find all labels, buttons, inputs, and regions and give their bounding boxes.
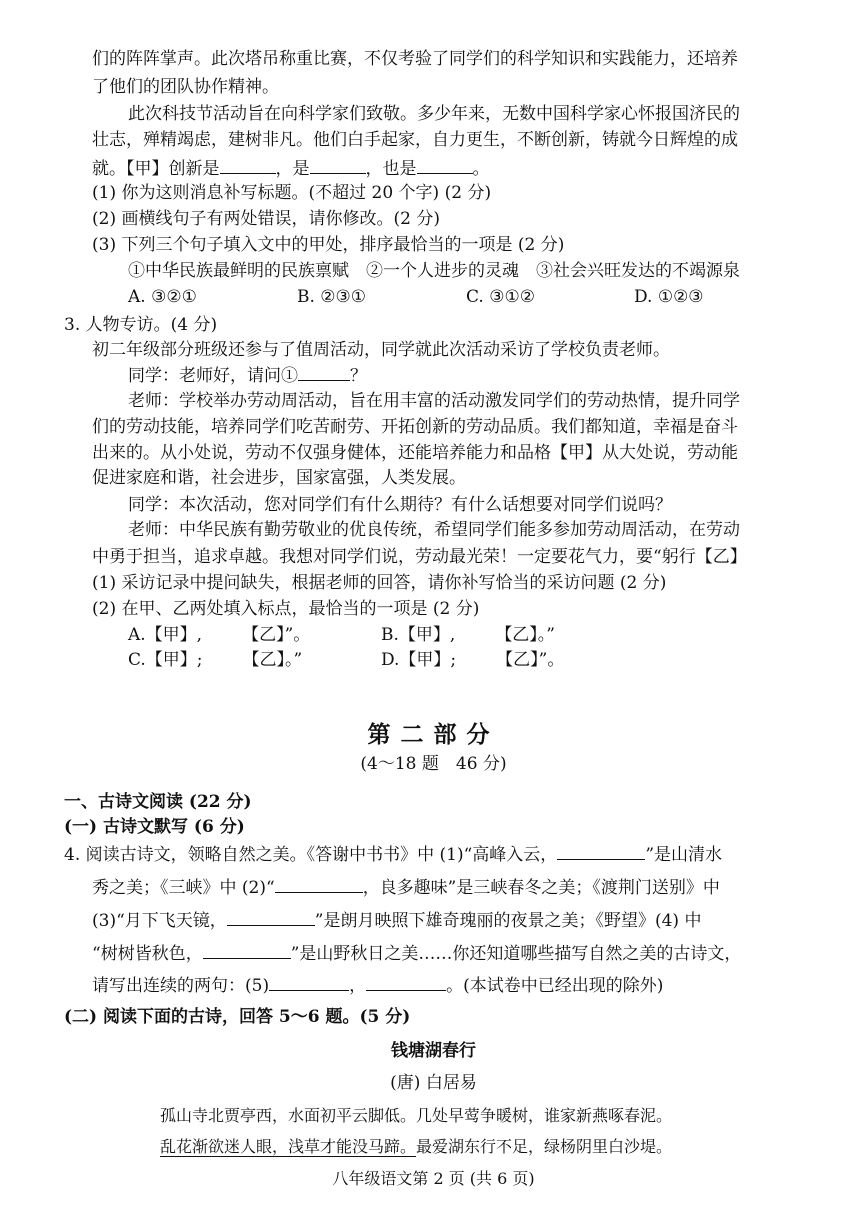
fill-blank[interactable] (227, 908, 315, 926)
poem-author: (唐) 白居易 (390, 1073, 477, 1093)
text-line: 同学：本次活动，您对同学们有什么期待？有什么话想要对同学们说吗？ (128, 495, 672, 515)
choice-a: A.【甲】, 【乙】”。 (128, 625, 311, 645)
q4-line: (3)“月下飞天镜， ”是朗月映照下雄奇瑰丽的夜景之美；《野望》(4) 中 (92, 908, 701, 933)
text-line: 老师：中华民族有勤劳敬业的优良传统，希望同学们能多参加劳动周活动，在劳动 (128, 520, 740, 540)
text-line: 们的阵阵掌声。此次塔吊称重比赛，不仅考验了同学们的科学知识和实践能力，还培养 (92, 49, 738, 69)
fill-blank[interactable] (557, 842, 645, 860)
choice-b: B.【甲】, 【乙】。” (381, 625, 556, 645)
underlined-sentence: 乱花渐欲迷人眼，浅草才能没马蹄。 (160, 1137, 417, 1156)
question-item: (2) 画横线句子有两处错误，请你修改。(2 分) (92, 209, 440, 229)
text-line: 出来的。从小处说，劳动不仅强身健体，还能培养能力和品格【甲】从大处说，劳动能 (92, 443, 738, 463)
poem-line: 孤山寺北贾亭西，水面初平云脚低。几处早莺争暖树，谁家新燕啄春泥。 (160, 1106, 673, 1125)
choice-d: D. ①②③ (634, 287, 704, 307)
question-item: (1) 采访记录中提问缺失，根据老师的回答，请你补写恰当的采访问题 (2 分) (92, 573, 667, 593)
text-line: 初二年级部分班级还参与了值周活动，同学就此次活动采访了学校负责老师。 (92, 340, 670, 360)
choice-a: A. ③②① (128, 287, 197, 307)
choice-b: B. ②③① (297, 287, 367, 307)
text-line: 此次科技节活动旨在向科学家们致敬。多少年来，无数中国科学家心怀报国济民的 (128, 104, 740, 124)
choice-c: C. ③①② (466, 287, 535, 307)
fill-blank[interactable] (269, 973, 349, 991)
text-line: 老师：学校举办劳动周活动，旨在用丰富的活动激发同学们的劳动热情，提升同学 (128, 391, 740, 411)
fill-blank[interactable] (203, 941, 291, 959)
poem-line: 乱花渐欲迷人眼，浅草才能没马蹄。最爱湖东行不足，绿杨阴里白沙堤。 (160, 1137, 673, 1156)
text-line: 壮志，殚精竭虑，建树非凡。他们白手起家，自力更生，不断创新，铸就今日辉煌的成 (92, 130, 738, 150)
fill-blank[interactable] (366, 973, 446, 991)
subsection-heading: (二) 阅读下面的古诗，回答 5～6 题。(5 分) (64, 1007, 411, 1027)
q4-line: 4. 阅读古诗文，领略自然之美。《答谢中书书》中 (1)“高峰入云， ”是山清水 (64, 842, 722, 867)
text-line-with-blanks: 就。【甲】创新是 ，是 ，也是 。 (92, 156, 490, 181)
fill-blank[interactable] (298, 363, 350, 381)
question-item: (2) 在甲、乙两处填入标点，最恰当的一项是 (2 分) (92, 599, 480, 619)
section-heading: 一、古诗文阅读 (22 分) (64, 792, 252, 812)
question-item: (1) 你为这则消息补写标题。(不超过 20 个字) (2 分) (92, 183, 492, 203)
poem-title: 钱塘湖春行 (391, 1041, 476, 1061)
text-line: 们的劳动技能，培养同学们吃苦耐劳、开拓创新的劳动品质。我们都知道，幸福是奋斗 (92, 417, 738, 437)
fill-blank[interactable] (417, 156, 473, 174)
choice-c: C.【甲】; 【乙】。” (128, 650, 303, 670)
q4-line: 秀之美；《三峡》中 (2)“ ，良多趣味”是三峡春冬之美；《渡荆门送别》中 (92, 875, 720, 900)
fill-blank[interactable] (275, 875, 363, 893)
fill-blank[interactable] (310, 156, 366, 174)
text-line: 中勇于担当，追求卓越。我想对同学们说，劳动最光荣！一定要花气力，要“躬行【乙】 (92, 547, 747, 567)
section-subtitle: (4～18 题 46 分) (360, 754, 507, 774)
section-title: 第二部分 (367, 721, 500, 748)
choice-d: D.【甲】; 【乙】”。 (381, 650, 565, 670)
fill-blank[interactable] (220, 156, 276, 174)
q4-line: “树树皆秋色， ”是山野秋日之美……你还知道哪些描写自然之美的古诗文， (92, 941, 741, 966)
question-heading: 3. 人物专访。(4 分) (64, 315, 218, 335)
question-item: (3) 下列三个句子填入文中的甲处，排序最恰当的一项是 (2 分) (92, 235, 565, 255)
subsection-heading: (一) 古诗文默写 (6 分) (64, 817, 245, 837)
q4-line: 请写出连续的两句：(5) ， 。(本试卷中已经出现的除外) (92, 973, 663, 998)
text-line: 促进家庭和谐，社会进步，国家富强，人类发展。 (92, 468, 466, 488)
page-footer: 八年级语文第 2 页 (共 6 页) (332, 1169, 535, 1188)
interview-question-line: 同学：老师好，请问① ？ (128, 363, 367, 388)
option-sentences: ①中华民族最鲜明的民族禀赋 ②一个人进步的灵魂 ③社会兴旺发达的不竭源泉 (128, 261, 740, 281)
text-line: 了他们的团队协作精神。 (92, 77, 279, 97)
